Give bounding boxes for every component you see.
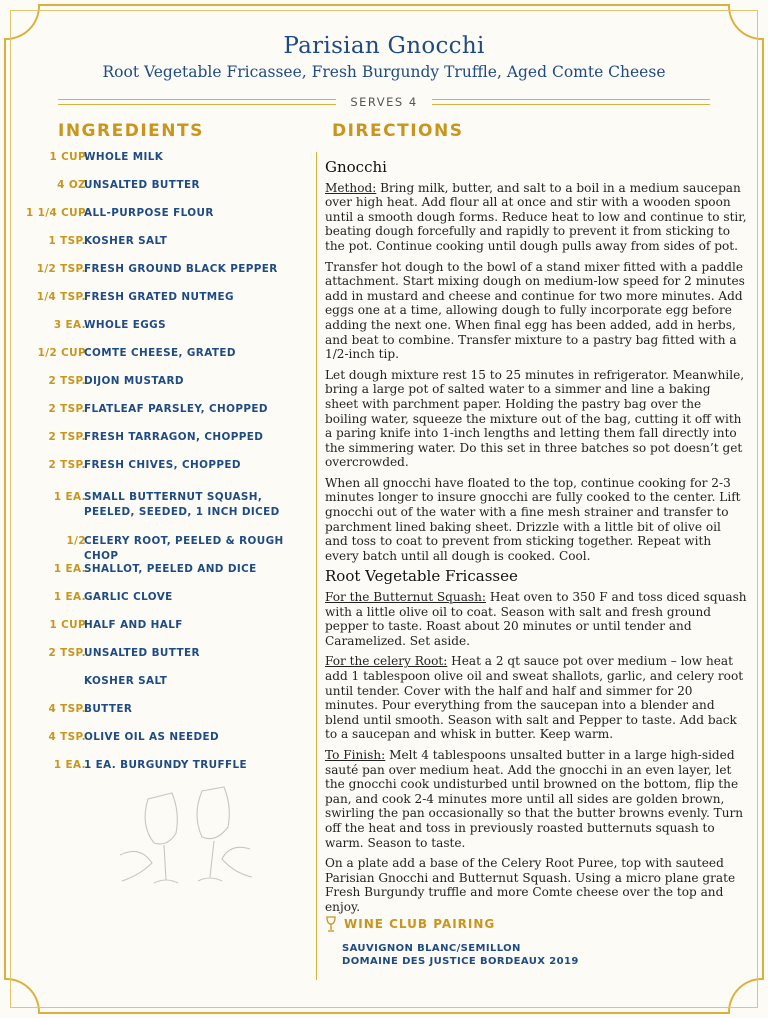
ingredient-qty: 1 CUP — [49, 619, 86, 631]
ingredient-qty: 2 TSP. — [48, 431, 86, 443]
section-title-gnocchi: Gnocchi — [325, 158, 387, 176]
ingredient-qty: 3 EA. — [53, 319, 86, 331]
wine-glass-icon — [326, 916, 336, 932]
ingredient-qty: 4 TSP. — [48, 703, 86, 715]
celery-label: For the celery Root: — [325, 654, 448, 669]
direction-paragraph — [325, 654, 747, 742]
ingredient-name: FRESH GROUND BLACK PEPPER — [84, 263, 278, 275]
directions-body — [325, 160, 747, 921]
ingredient-qty: 2 TSP. — [48, 647, 86, 659]
ingredient-name: FRESH TARRAGON, CHOPPED — [84, 431, 264, 443]
ingredient-name: GARLIC CLOVE — [84, 591, 173, 603]
page-subtitle: Root Vegetable Fricassee, Fresh Burgundy Truffle, Aged Comte Cheese — [102, 63, 666, 81]
direction-paragraph: Let dough mixture rest 15 to 25 minutes in refrigerator. Meanwhile, bring a large pot of salted water to a simmer and line a baking sheet with parchment paper. Holding the pastry bag over the boiling water, squeeze the mixture out of the bag, cutting it off with a paring knife into 1-inch lengths and letting them fall directly into the simmering water. Do this set in three batches so pot doesn’t get overcrowded. — [325, 367, 745, 470]
ingredient-qty: 1 EA. — [53, 491, 86, 503]
pairing-producer: DOMAINE DES JUSTICE BORDEAUX 2019 — [342, 956, 579, 967]
ingredient-name: UNSALTED BUTTER — [84, 179, 200, 191]
squash-text: Heat oven to 350 F and toss diced squash with a little olive oil to coat. Season with salt and fresh ground pepper to taste. Roast about 20 minutes or until tender and Caramelized. Set aside. — [325, 590, 747, 648]
ingredient-qty: 1 CUP — [49, 151, 86, 163]
divider-rule — [432, 99, 710, 105]
pairing-heading-row — [326, 916, 579, 932]
ingredient-name: CELERY ROOT, PEELED & ROUGH CHOP — [84, 535, 284, 562]
direction-paragraph: When all gnocchi have floated to the top, continue cooking for 2-3 minutes longer to insure gnocchi are fully cooked to the center. Lift gnocchi out of the water with a fine mesh strainer and transfer to parchment lined baking sheet. Drizzle with a little bit of olive oil and toss to coat to prevent from sticking together. Repeat with every batch until all dough is cooked. Cool. — [325, 475, 741, 563]
ingredient-qty: 2 TSP. — [48, 375, 86, 387]
ingredient-qty: 2 TSP. — [48, 403, 86, 415]
ingredient-name: ALL-PURPOSE FLOUR — [84, 207, 214, 219]
ingredient-name: KOSHER SALT — [84, 235, 168, 247]
serves-label: SERVES 4 — [350, 95, 418, 109]
ingredient-name: COMTE CHEESE, GRATED — [84, 347, 236, 359]
pairing-wine: SAUVIGNON BLANC/SEMILLON — [342, 943, 521, 954]
ingredient-name: OLIVE OIL AS NEEDED — [84, 731, 219, 743]
column-divider — [316, 152, 317, 980]
ingredient-qty: 1/2 CUP — [37, 347, 86, 359]
serves-row — [58, 94, 710, 110]
ingredient-name: 1 EA. BURGUNDY TRUFFLE — [84, 759, 248, 771]
ingredient-qty: 4 OZ — [57, 179, 86, 191]
direction-paragraph: Transfer hot dough to the bowl of a stand mixer fitted with a paddle attachment. Start mixing dough on medium-low speed for 2 minutes add in mustard and cheese and continue for two more minutes. Add eggs one at a time, allowing dough to fully incorporate egg before adding the next one. When final egg has been added, add in herbs, and beat to combine. Transfer mixture to a pastry bag fitted with a 1/2-inch tip. — [325, 259, 745, 362]
page-title: Parisian Gnocchi — [283, 33, 485, 59]
directions-heading: DIRECTIONS — [332, 121, 464, 141]
ingredient-name: FRESH CHIVES, CHOPPED — [84, 459, 241, 471]
ingredient-qty: 1 EA. — [53, 759, 86, 771]
ingredient-qty: 1 EA. — [53, 563, 86, 575]
ingredient-name: HALF AND HALF — [84, 619, 183, 631]
squash-label: For the Butternut Squash: — [325, 590, 486, 605]
ingredient-name: KOSHER SALT — [84, 675, 168, 687]
direction-paragraph — [325, 590, 747, 648]
direction-paragraph — [325, 181, 747, 254]
ingredient-qty: 4 TSP. — [48, 731, 86, 743]
celery-text: Heat a 2 qt sauce pot over medium – low heat add 1 tablespoon olive oil and sweat shallots, garlic, and celery root until tender. Cover with the half and half and simmer for 20 minutes. Pour everything from the saucepan into a blender and blend until smooth. Season with salt and Pepper to taste. Add back to a saucepan and whisk in butter. Keep warm. — [325, 654, 744, 742]
ingredient-qty: 1/4 TSP. — [36, 291, 86, 303]
ingredient-qty: 1 TSP. — [48, 235, 86, 247]
ingredient-name: DIJON MUSTARD — [84, 375, 184, 387]
divider-rule — [58, 99, 336, 105]
ingredient-qty: 2 TSP. — [48, 459, 86, 471]
ingredient-name: FLATLEAF PARSLEY, CHOPPED — [84, 403, 268, 415]
pairing-heading: WINE CLUB PAIRING — [344, 917, 496, 931]
ingredient-name: UNSALTED BUTTER — [84, 647, 200, 659]
ingredients-heading: INGREDIENTS — [58, 121, 204, 141]
ingredient-qty: 1/2 — [66, 535, 86, 547]
finish-text: Melt 4 tablespoons unsalted butter in a large high-sided sauté pan over medium heat. Add the gnocchi in an even layer, let the gnocchi cook undisturbed until browned on the bottom, flip the pan, and cook 2-4 minutes more until all sides are golden brown, swirling the pan occasionally so that the butter browns evenly. Turn off the heat and toss in previously roasted butternuts squash to warm. Season to taste. — [325, 747, 744, 850]
ingredient-name: BUTTER — [84, 703, 133, 715]
direction-paragraph — [325, 748, 747, 850]
method-label: Method: — [325, 180, 377, 195]
ingredient-qty: 1/2 TSP. — [36, 263, 86, 275]
ingredient-name: WHOLE EGGS — [84, 319, 166, 331]
method-text: Bring milk, butter, and salt to a boil in a medium saucepan over high heat. Add flour all at once and stir with a wooden spoon until a smooth dough forms. Reduce heat to low and continue to stir, beating dough forcefully and rapidly to prevent it from sticking to the pot. Continue cooking until dough pulls away from sides of pot. — [325, 180, 747, 253]
toasting-glasses-icon — [110, 785, 260, 895]
ingredient-name: SMALL BUTTERNUT SQUASH, PEELED, SEEDED, 1 INCH DICED — [84, 491, 280, 518]
direction-paragraph: On a plate add a base of the Celery Root Puree, top with sauteed Parisian Gnocchi and Butternut Squash. Using a micro plane grate Fresh Burgundy truffle and more Comte cheese over the top and enjoy. — [325, 856, 736, 914]
ingredient-qty: 1 1/4 CUP — [26, 207, 86, 219]
wine-pairing — [326, 916, 579, 968]
ingredient-name: WHOLE MILK — [84, 151, 164, 163]
finish-label: To Finish: — [325, 747, 386, 762]
ingredient-name: SHALLOT, PEELED AND DICE — [84, 563, 257, 575]
section-title-fricassee: Root Vegetable Fricassee — [325, 567, 518, 586]
ingredient-name: FRESH GRATED NUTMEG — [84, 291, 234, 303]
ingredient-qty: 1 EA. — [53, 591, 86, 603]
